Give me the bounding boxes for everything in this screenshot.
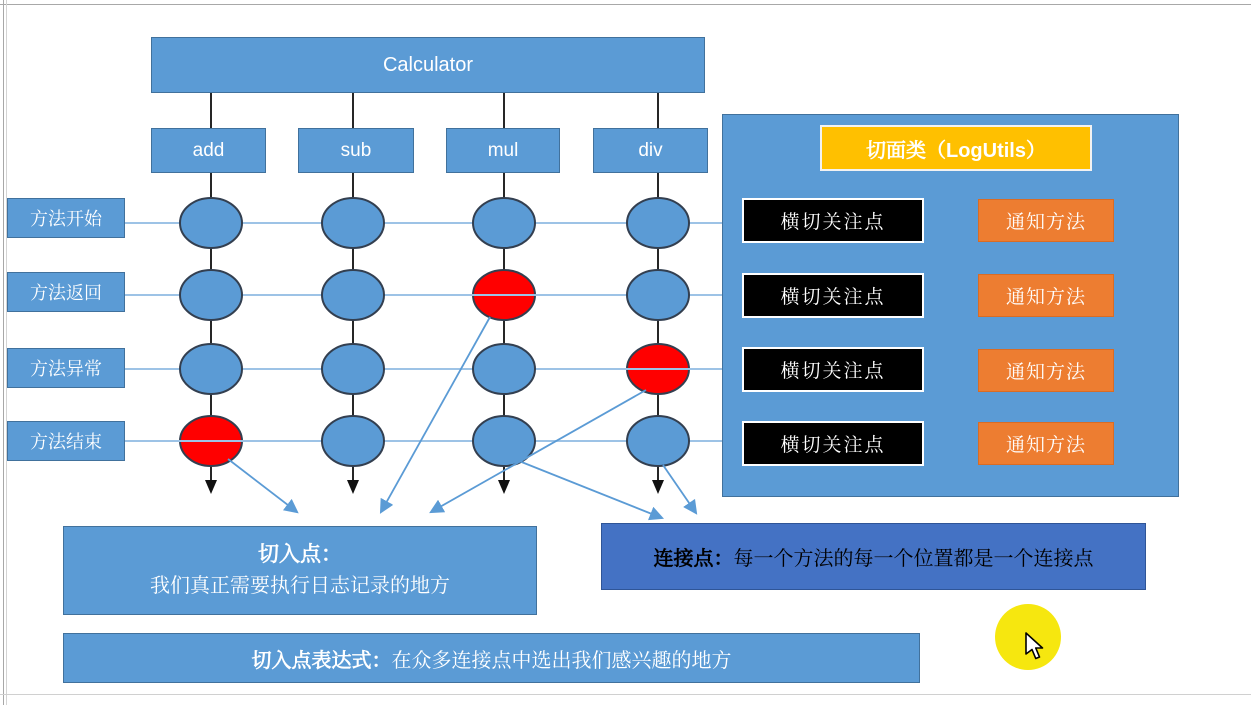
joinpoint-node-blue-add-0	[180, 198, 242, 248]
arrow-mulreturn-to-pointcut	[381, 317, 490, 512]
method-box-mul	[446, 128, 560, 173]
column-end-arrow-add	[205, 480, 217, 494]
row-label-text: 方法异常	[30, 359, 102, 379]
row-label-method-exception	[7, 348, 125, 388]
joinpoint-node-blue-add-2	[180, 344, 242, 394]
pointcut-title: 切入点：	[258, 542, 342, 566]
arrow-addend-to-pointcut	[228, 459, 297, 512]
concern-box-3	[742, 347, 924, 392]
advice-text: 通知方法	[1005, 362, 1086, 383]
joinpoint-node-blue-sub-2	[322, 344, 384, 394]
row-label-method-end	[7, 421, 125, 461]
joinpoint-node-blue-div-3	[627, 416, 689, 466]
joinpoint-node-blue-mul-2	[473, 344, 535, 394]
row-label-text: 方法开始	[30, 209, 102, 229]
concern-text: 横切关注点	[780, 212, 886, 233]
calculator-class-box	[151, 37, 705, 93]
method-label-add: add	[192, 139, 225, 161]
concern-box-1	[742, 198, 924, 243]
advice-box-2	[978, 274, 1114, 317]
advice-text: 通知方法	[1005, 287, 1086, 308]
column-end-arrow-div	[652, 480, 664, 494]
concern-text: 横切关注点	[780, 361, 886, 382]
advice-box-4	[978, 422, 1114, 465]
advice-box-1	[978, 199, 1114, 242]
method-box-div	[593, 128, 708, 173]
joinpoint-node-blue-sub-3	[322, 416, 384, 466]
column-end-arrow-mul	[498, 480, 510, 494]
advice-text: 通知方法	[1005, 212, 1086, 233]
joinpoint-node-blue-add-1	[180, 270, 242, 320]
method-label-div: div	[638, 139, 663, 161]
joinpoint-title: 连接点：	[653, 548, 734, 570]
pointcut-expression-title: 切入点表达式：	[251, 649, 392, 672]
concern-box-4	[742, 421, 924, 466]
column-end-arrow-sub	[347, 480, 359, 494]
method-label-sub: sub	[340, 139, 372, 161]
concern-box-2	[742, 273, 924, 318]
aspect-title-box	[820, 125, 1092, 171]
method-box-sub	[298, 128, 414, 173]
aspect-title-text: 切面类（LogUtils）	[866, 139, 1046, 162]
joinpoint-node-blue-sub-0	[322, 198, 384, 248]
advice-text: 通知方法	[1005, 435, 1086, 456]
joinpoint-body: 每一个方法的每一个位置都是一个连接点	[733, 548, 1094, 570]
advice-box-3	[978, 349, 1114, 392]
row-label-text: 方法返回	[30, 283, 102, 303]
arrow-mulend-to-joinpoint	[519, 461, 662, 518]
method-box-add	[151, 128, 266, 173]
method-label-mul: mul	[487, 139, 519, 161]
joinpoint-node-blue-mul-0	[473, 198, 535, 248]
pointcut-expression-body: 在众多连接点中选出我们感兴趣的地方	[391, 649, 732, 672]
arrow-divexception-to-pointcut	[431, 390, 646, 512]
row-label-method-start	[7, 198, 125, 238]
pointcut-body: 我们真正需要执行日志记录的地方	[150, 575, 450, 598]
pointcut-expression-note-box	[63, 633, 920, 683]
joinpoint-node-blue-div-1	[627, 270, 689, 320]
arrow-divend-to-joinpoint	[663, 465, 696, 513]
calculator-label: Calculator	[382, 53, 474, 76]
concern-text: 横切关注点	[780, 435, 886, 456]
joinpoint-note-box	[601, 523, 1146, 590]
concern-text: 横切关注点	[780, 287, 886, 308]
pointcut-note-box	[63, 526, 537, 615]
joinpoint-node-blue-sub-1	[322, 270, 384, 320]
row-label-text: 方法结束	[30, 432, 102, 452]
row-label-method-return	[7, 272, 125, 312]
joinpoint-node-blue-div-0	[627, 198, 689, 248]
